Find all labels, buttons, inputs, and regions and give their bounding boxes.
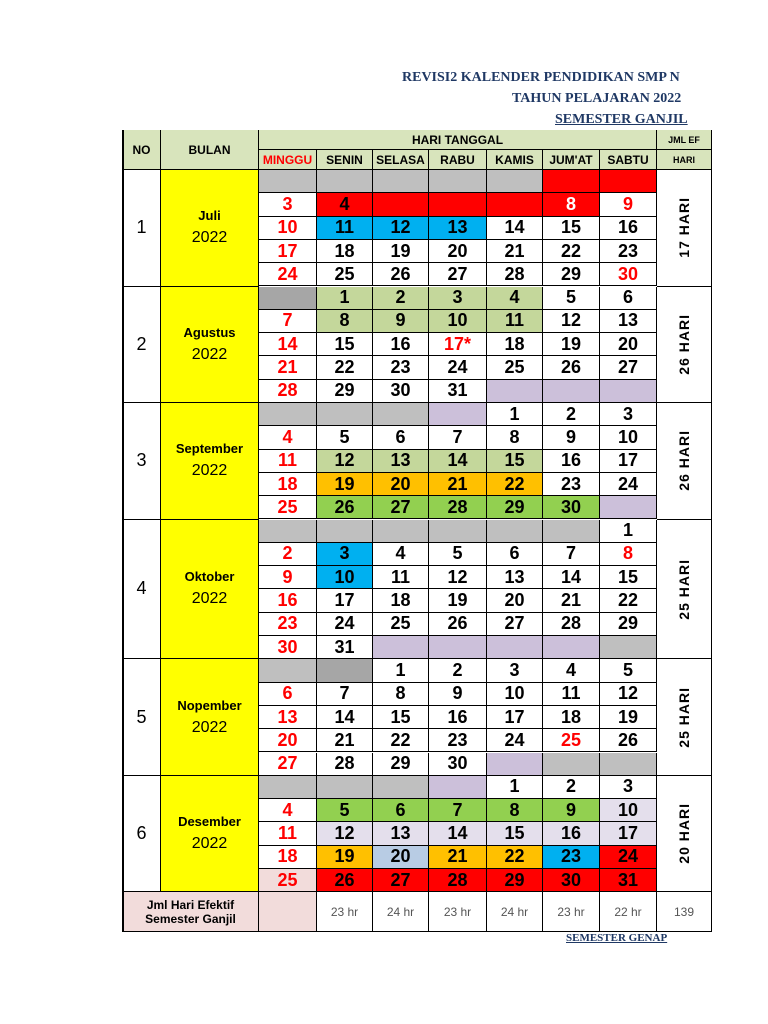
date-cell [259, 287, 317, 310]
date-cell: 27 [259, 753, 317, 776]
footer-value: 23 hr [317, 892, 373, 932]
date-cell: 8 [543, 193, 600, 216]
header-no: NO [123, 130, 161, 170]
date-cell: 19 [317, 473, 373, 496]
date-cell: 15 [487, 822, 543, 845]
date-cell: 10 [259, 217, 317, 240]
date-cell: 5 [600, 659, 657, 682]
date-cell: 3 [600, 403, 657, 426]
date-cell [429, 636, 487, 659]
date-cell: 7 [317, 683, 373, 706]
date-cell: 28 [543, 613, 600, 636]
date-cell: 30 [543, 869, 600, 892]
date-cell [317, 520, 373, 543]
date-cell: 4 [487, 287, 543, 310]
header-jml: JML EF [657, 130, 712, 150]
date-cell: 6 [373, 426, 429, 449]
date-cell [543, 520, 600, 543]
date-cell: 5 [373, 193, 429, 216]
month-number: 6 [123, 776, 161, 893]
footer-value: 22 hr [600, 892, 657, 932]
date-cell [259, 403, 317, 426]
date-cell: 13 [259, 706, 317, 729]
date-cell: 2 [543, 776, 600, 799]
date-cell: 8 [373, 683, 429, 706]
date-cell [487, 520, 543, 543]
effective-days-cell [657, 776, 712, 893]
date-cell: 23 [543, 846, 600, 869]
date-cell: 26 [429, 613, 487, 636]
date-cell: 18 [259, 473, 317, 496]
date-cell: 21 [543, 589, 600, 612]
date-cell: 9 [543, 426, 600, 449]
date-cell: 2 [600, 170, 657, 193]
date-cell: 2 [543, 403, 600, 426]
date-cell: 16 [543, 822, 600, 845]
date-cell: 27 [373, 496, 429, 519]
date-cell [259, 170, 317, 193]
date-cell: 27 [487, 613, 543, 636]
month-name: Nopember [177, 697, 242, 713]
date-cell: 31 [429, 380, 487, 403]
month-name: Oktober [184, 569, 235, 585]
date-cell: 28 [429, 869, 487, 892]
date-cell: 23 [259, 613, 317, 636]
footer-value: 23 hr [543, 892, 600, 932]
month-number: 2 [123, 287, 161, 404]
date-cell: 23 [429, 729, 487, 752]
date-cell: 12 [543, 310, 600, 333]
date-cell: 2 [373, 287, 429, 310]
date-cell: 30 [429, 753, 487, 776]
date-cell: 14 [487, 217, 543, 240]
date-cell: 1 [373, 659, 429, 682]
date-cell: 15 [373, 706, 429, 729]
header-bulan: BULAN [161, 130, 259, 170]
date-cell [487, 170, 543, 193]
date-cell [543, 753, 600, 776]
date-cell: 12 [373, 217, 429, 240]
month-name: Juli [198, 208, 221, 224]
date-cell: 10 [487, 683, 543, 706]
date-cell: 16 [373, 333, 429, 356]
date-cell: 1 [543, 170, 600, 193]
date-cell: 23 [373, 356, 429, 379]
table-left-border [122, 130, 124, 932]
date-cell: 20 [429, 240, 487, 263]
date-cell: 10 [317, 566, 373, 589]
effective-days-label: 26 HARI [676, 430, 692, 492]
date-cell [317, 403, 373, 426]
date-cell [373, 776, 429, 799]
date-cell: 19 [317, 846, 373, 869]
date-cell [600, 753, 657, 776]
date-cell [259, 659, 317, 682]
date-cell: 1 [487, 403, 543, 426]
date-cell: 16 [429, 706, 487, 729]
date-cell [600, 496, 657, 519]
date-cell [373, 520, 429, 543]
date-cell [543, 380, 600, 403]
date-cell: 18 [259, 846, 317, 869]
date-cell: 18 [487, 333, 543, 356]
date-cell: 3 [487, 659, 543, 682]
effective-days-cell [657, 170, 712, 287]
date-cell: 14 [543, 566, 600, 589]
date-cell: 18 [373, 589, 429, 612]
date-cell: 9 [373, 310, 429, 333]
date-cell: 4 [259, 799, 317, 822]
date-cell: 18 [317, 240, 373, 263]
date-cell: 21 [487, 240, 543, 263]
date-cell: 14 [259, 333, 317, 356]
month-number: 3 [123, 403, 161, 520]
date-cell: 12 [317, 822, 373, 845]
date-cell: 17 [600, 450, 657, 473]
date-cell: 15 [600, 566, 657, 589]
date-cell: 11 [543, 683, 600, 706]
date-cell [259, 776, 317, 799]
date-cell: 21 [259, 356, 317, 379]
date-cell: 26 [373, 263, 429, 286]
date-cell: 22 [317, 356, 373, 379]
date-cell [429, 403, 487, 426]
date-cell: 30 [543, 496, 600, 519]
date-cell: 4 [543, 659, 600, 682]
date-cell: 25 [373, 613, 429, 636]
header-hari: HARI [657, 150, 712, 170]
effective-days-cell [657, 287, 712, 404]
date-cell: 8 [317, 310, 373, 333]
date-cell: 17* [429, 333, 487, 356]
date-cell: 2 [259, 543, 317, 566]
date-cell: 16 [543, 450, 600, 473]
date-cell: 10 [600, 426, 657, 449]
month-name-cell [161, 287, 259, 404]
date-cell: 25 [259, 496, 317, 519]
date-cell [487, 380, 543, 403]
date-cell: 20 [373, 473, 429, 496]
date-cell: 17 [259, 240, 317, 263]
date-cell: 9 [429, 683, 487, 706]
month-year: 2022 [191, 462, 228, 480]
date-cell: 17 [487, 706, 543, 729]
month-name-cell [161, 776, 259, 893]
date-cell: 6 [259, 683, 317, 706]
date-cell: 3 [600, 776, 657, 799]
effective-days-label: 20 HARI [676, 803, 692, 864]
date-cell: 5 [429, 543, 487, 566]
month-year: 2022 [191, 345, 228, 363]
date-cell: 23 [543, 473, 600, 496]
date-cell: 8 [487, 799, 543, 822]
date-cell: 11 [259, 450, 317, 473]
footer-value: 24 hr [373, 892, 429, 932]
date-cell [373, 170, 429, 193]
date-cell: 7 [429, 426, 487, 449]
month-number: 5 [123, 659, 161, 776]
date-cell: 6 [600, 287, 657, 310]
month-name: Desember [178, 814, 241, 830]
date-cell: 21 [317, 729, 373, 752]
date-cell: 31 [317, 636, 373, 659]
date-cell: 2 [429, 659, 487, 682]
header-day-6: SABTU [600, 150, 657, 170]
date-cell: 25 [543, 729, 600, 752]
effective-days-label: 26 HARI [676, 313, 692, 375]
date-cell [317, 170, 373, 193]
month-name-cell [161, 520, 259, 660]
date-cell: 8 [600, 543, 657, 566]
date-cell: 4 [259, 426, 317, 449]
date-cell: 16 [259, 589, 317, 612]
month-name-cell [161, 659, 259, 776]
date-cell: 10 [429, 310, 487, 333]
date-cell: 1 [600, 520, 657, 543]
document-title: REVISI2 KALENDER PENDIDIKAN SMP N [402, 70, 680, 85]
date-cell [487, 753, 543, 776]
date-cell [429, 520, 487, 543]
date-cell: 24 [600, 473, 657, 496]
date-cell: 28 [317, 753, 373, 776]
date-cell: 29 [600, 613, 657, 636]
header-day-0: MINGGU [259, 150, 317, 170]
date-cell: 13 [487, 566, 543, 589]
date-cell: 29 [543, 263, 600, 286]
date-cell: 19 [429, 589, 487, 612]
date-cell: 28 [259, 380, 317, 403]
date-cell [373, 403, 429, 426]
date-cell: 14 [317, 706, 373, 729]
date-cell: 20 [487, 589, 543, 612]
date-cell: 28 [487, 263, 543, 286]
date-cell: 12 [600, 683, 657, 706]
date-cell: 1 [487, 776, 543, 799]
footer-label2: Semester Ganjil [145, 911, 236, 926]
date-cell: 3 [317, 543, 373, 566]
date-cell: 14 [429, 450, 487, 473]
date-cell: 7 [429, 799, 487, 822]
effective-days-label: 25 HARI [676, 558, 692, 620]
date-cell: 7 [543, 543, 600, 566]
date-cell [429, 170, 487, 193]
month-name: September [175, 441, 244, 457]
date-cell [487, 636, 543, 659]
academic-year-title: TAHUN PELAJARAN 2022 [512, 91, 682, 106]
date-cell: 9 [259, 566, 317, 589]
date-cell: 20 [259, 729, 317, 752]
date-cell: 17 [600, 822, 657, 845]
date-cell: 30 [259, 636, 317, 659]
semester-genap-label: SEMESTER GENAP [566, 932, 668, 944]
date-cell [317, 776, 373, 799]
date-cell: 22 [487, 473, 543, 496]
date-cell: 21 [429, 846, 487, 869]
date-cell: 28 [429, 496, 487, 519]
effective-days-label: 17 HARI [676, 197, 692, 259]
date-cell: 25 [317, 263, 373, 286]
date-cell: 9 [600, 193, 657, 216]
date-cell: 29 [487, 496, 543, 519]
date-cell: 20 [600, 333, 657, 356]
date-cell: 29 [373, 753, 429, 776]
date-cell: 31 [600, 869, 657, 892]
date-cell: 5 [317, 799, 373, 822]
date-cell: 13 [373, 822, 429, 845]
footer-label [123, 892, 259, 932]
month-number: 1 [123, 170, 161, 287]
month-year: 2022 [191, 718, 228, 736]
semester-ganjil-label: SEMESTER GANJIL [555, 112, 688, 127]
date-cell [543, 636, 600, 659]
date-cell: 5 [543, 287, 600, 310]
month-year: 2022 [191, 590, 228, 608]
date-cell: 15 [317, 333, 373, 356]
header-day-3: RABU [429, 150, 487, 170]
date-cell: 10 [600, 799, 657, 822]
footer-total: 139 [657, 892, 712, 932]
date-cell: 24 [429, 356, 487, 379]
header-day-4: KAMIS [487, 150, 543, 170]
date-cell [373, 636, 429, 659]
date-cell: 6 [429, 193, 487, 216]
date-cell: 6 [373, 799, 429, 822]
date-cell: 19 [543, 333, 600, 356]
date-cell: 13 [600, 310, 657, 333]
header-day-1: SENIN [317, 150, 373, 170]
date-cell: 15 [487, 450, 543, 473]
date-cell: 3 [259, 193, 317, 216]
date-cell: 5 [317, 426, 373, 449]
header-day-5: JUM'AT [543, 150, 600, 170]
date-cell [317, 659, 373, 682]
date-cell: 3 [429, 287, 487, 310]
date-cell: 26 [543, 356, 600, 379]
footer-value: 24 hr [487, 892, 543, 932]
date-cell [429, 776, 487, 799]
month-year: 2022 [191, 835, 228, 853]
date-cell: 27 [373, 869, 429, 892]
date-cell: 22 [600, 589, 657, 612]
date-cell: 4 [373, 543, 429, 566]
month-year: 2022 [191, 229, 228, 247]
date-cell: 18 [543, 706, 600, 729]
date-cell: 20 [373, 846, 429, 869]
footer-blank [259, 892, 317, 932]
date-cell: 22 [373, 729, 429, 752]
date-cell: 26 [317, 496, 373, 519]
effective-days-cell [657, 403, 712, 520]
date-cell: 22 [543, 240, 600, 263]
effective-days-label: 25 HARI [676, 686, 692, 748]
date-cell [600, 380, 657, 403]
date-cell: 7 [259, 310, 317, 333]
date-cell: 16 [600, 217, 657, 240]
date-cell: 7 [487, 193, 543, 216]
month-number: 4 [123, 520, 161, 660]
effective-days-cell [657, 520, 712, 660]
month-name-cell [161, 170, 259, 287]
date-cell: 29 [487, 869, 543, 892]
date-cell: 11 [373, 566, 429, 589]
date-cell [259, 520, 317, 543]
date-cell: 4 [317, 193, 373, 216]
date-cell: 9 [543, 799, 600, 822]
date-cell: 14 [429, 822, 487, 845]
date-cell: 15 [543, 217, 600, 240]
date-cell: 19 [373, 240, 429, 263]
date-cell: 24 [259, 263, 317, 286]
date-cell: 24 [317, 613, 373, 636]
date-cell: 11 [487, 310, 543, 333]
month-name: Agustus [183, 324, 236, 340]
header-day-2: SELASA [373, 150, 429, 170]
date-cell: 8 [487, 426, 543, 449]
date-cell: 12 [429, 566, 487, 589]
footer-value: 23 hr [429, 892, 487, 932]
date-cell: 13 [429, 217, 487, 240]
date-cell: 30 [373, 380, 429, 403]
date-cell: 26 [600, 729, 657, 752]
date-cell: 11 [259, 822, 317, 845]
date-cell: 13 [373, 450, 429, 473]
date-cell: 12 [317, 450, 373, 473]
date-cell: 27 [429, 263, 487, 286]
date-cell: 23 [600, 240, 657, 263]
date-cell: 21 [429, 473, 487, 496]
date-cell: 24 [487, 729, 543, 752]
date-cell: 6 [487, 543, 543, 566]
date-cell: 26 [317, 869, 373, 892]
date-cell: 22 [487, 846, 543, 869]
date-cell: 30 [600, 263, 657, 286]
header-hari-tanggal: HARI TANGGAL [259, 130, 657, 150]
date-cell: 19 [600, 706, 657, 729]
date-cell: 11 [317, 217, 373, 240]
date-cell: 29 [317, 380, 373, 403]
date-cell: 25 [259, 869, 317, 892]
date-cell: 1 [317, 287, 373, 310]
effective-days-cell [657, 659, 712, 776]
date-cell: 27 [600, 356, 657, 379]
date-cell [600, 636, 657, 659]
date-cell: 17 [317, 589, 373, 612]
date-cell: 25 [487, 356, 543, 379]
footer-label1: Jml Hari Efektif [146, 897, 235, 912]
date-cell: 24 [600, 846, 657, 869]
month-name-cell [161, 403, 259, 520]
